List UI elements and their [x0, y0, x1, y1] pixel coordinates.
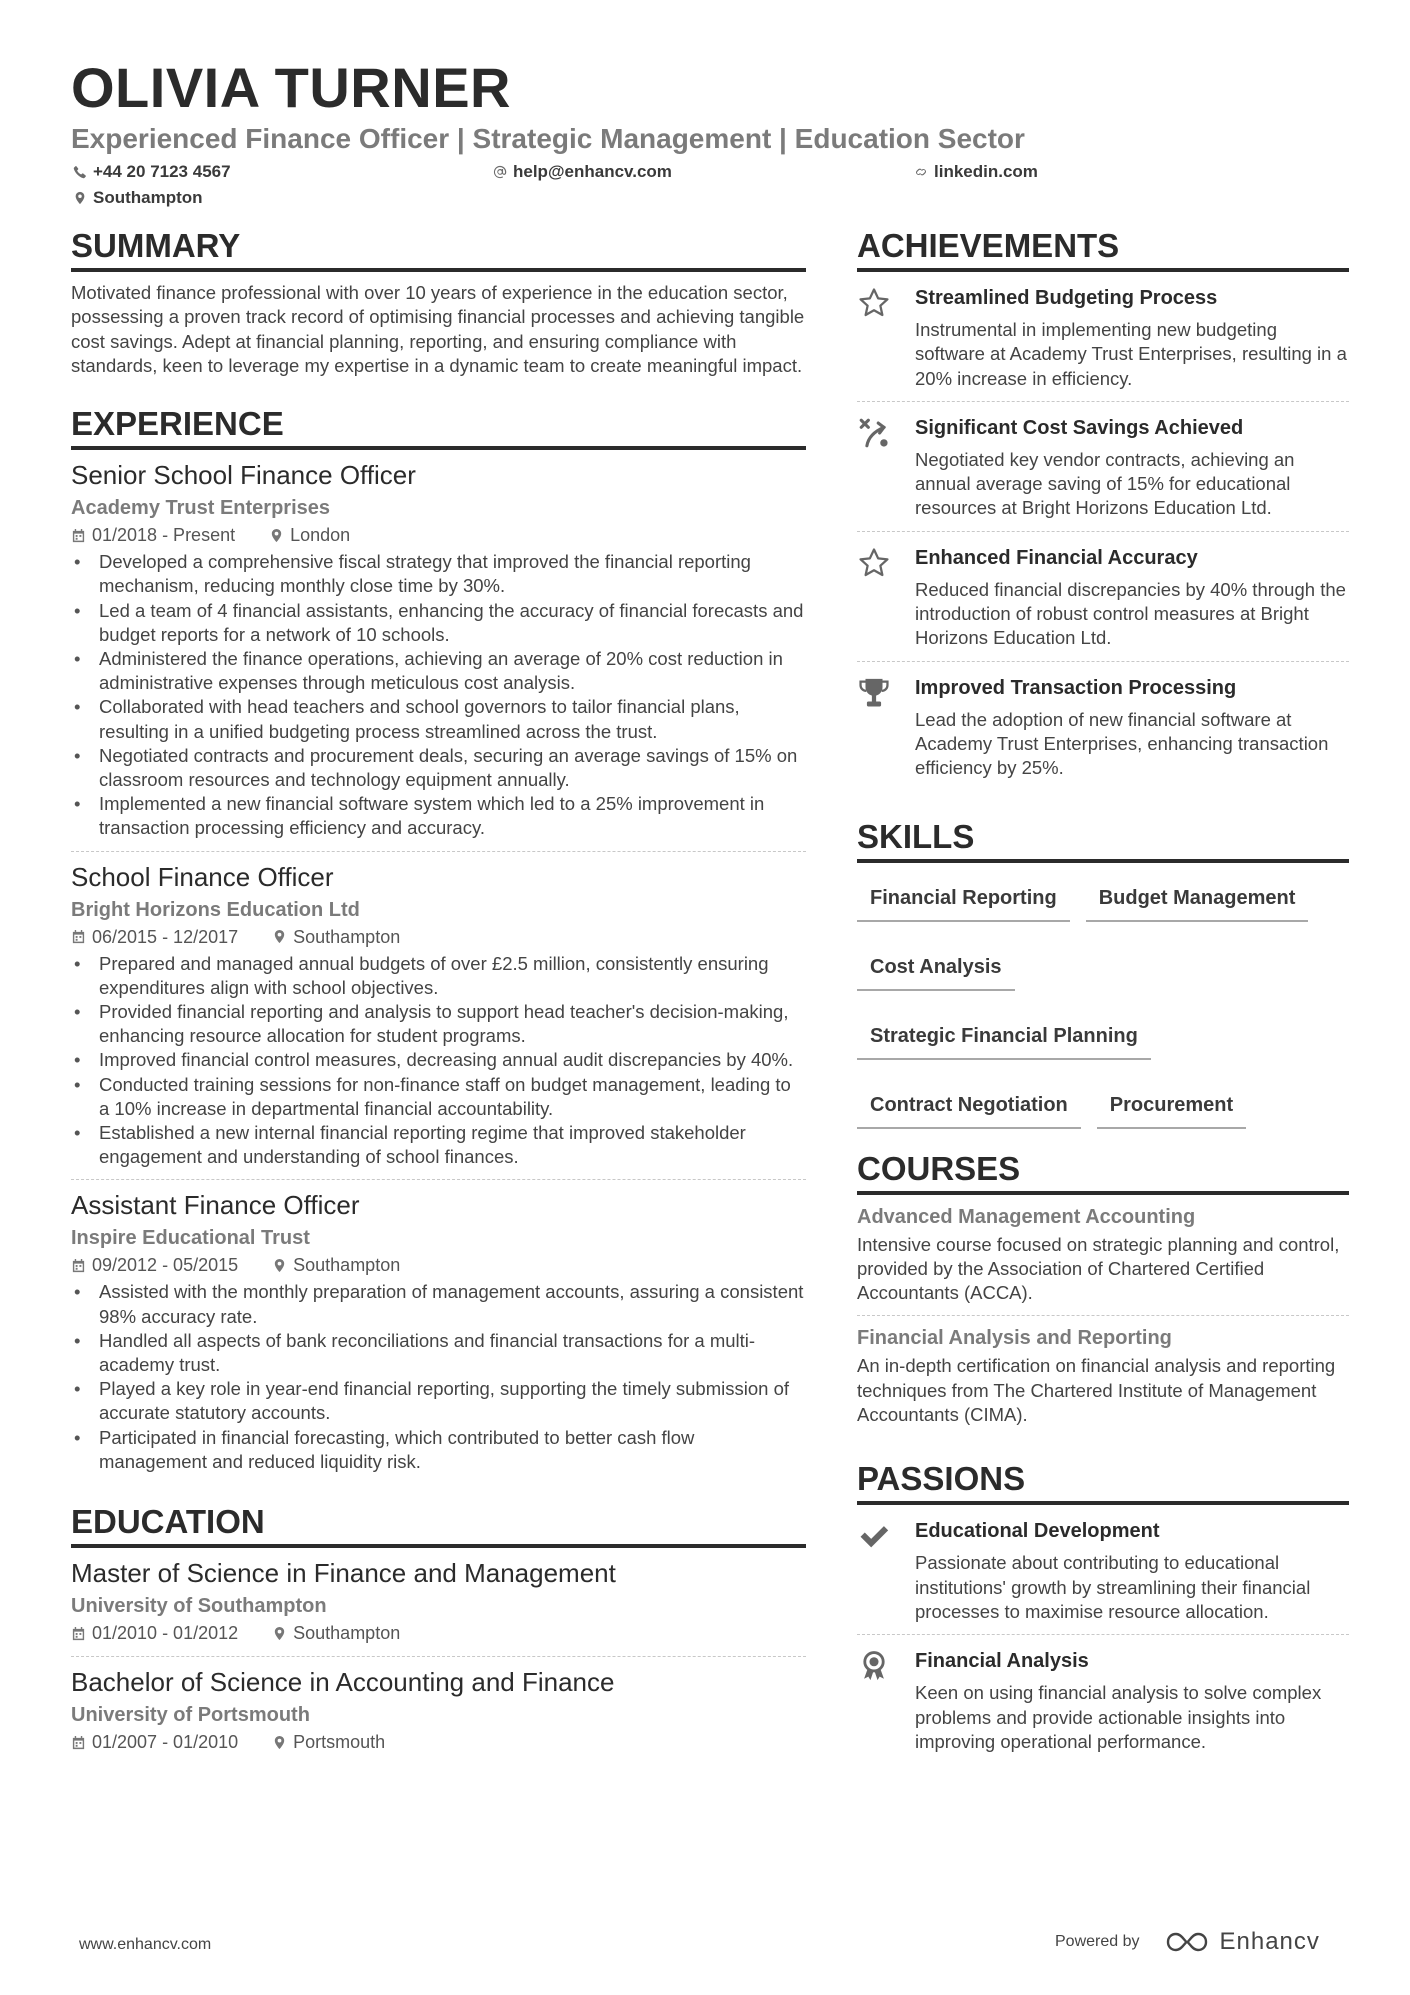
job-bullets: [71, 550, 806, 840]
education-meta: [71, 1729, 806, 1755]
summary-heading: SUMMARY: [71, 226, 806, 272]
job-bullets: [71, 952, 806, 1170]
job-title: Senior School Finance Officer: [71, 460, 416, 491]
bullet-item: • Prepared and managed annual budgets of over £2.5 million, consistently ensuring expenditures align with school objectives.: [71, 952, 806, 1000]
location-pin-icon: [272, 1735, 287, 1750]
job-meta: [71, 924, 806, 950]
skills-list: [857, 863, 1349, 1129]
check-icon: [857, 1519, 891, 1553]
courses-section: [857, 1149, 1349, 1438]
location-pin-icon: [269, 528, 284, 543]
bullet-item: • Assisted with the monthly preparation of management accounts, assuring a consistent 98% accuracy rate.: [71, 1280, 806, 1328]
school-name: University of Southampton: [71, 1595, 327, 1618]
right-column: [857, 226, 1349, 1790]
summary-section: [71, 226, 806, 378]
bullet-item: • Administered the finance operations, achieving an average of 20% cost reduction in administrative expenses through meticulous cost analysis.: [71, 647, 806, 695]
bullet-item: • Played a key role in year-end financial reporting, supporting the timely submission of accurate statutory accounts.: [71, 1377, 806, 1425]
enhancv-logo-icon: [1164, 1930, 1210, 1954]
job-dates: 06/2015 - 12/2017: [92, 926, 239, 947]
skill-tag: Budget Management: [1086, 881, 1309, 922]
star-icon: [857, 546, 891, 580]
powered-by-text: Powered by: [1055, 1933, 1140, 1950]
skills-heading: SKILLS: [857, 817, 1349, 863]
course-item: [857, 1195, 1349, 1317]
star-icon: [857, 286, 891, 320]
bullet-item: • Collaborated with head teachers and school governors to tailor financial plans, resulting in a unified budgeting process streamlined across the trust.: [71, 695, 806, 743]
education-dates: 01/2007 - 01/2010: [92, 1732, 239, 1753]
email-text[interactable]: help@enhancv.com: [513, 162, 672, 181]
candidate-name: OLIVIA TURNER: [71, 56, 511, 119]
brand-name: Enhancv: [1219, 1928, 1320, 1955]
company-name: Bright Horizons Education Ltd: [71, 898, 360, 921]
passion-title: Financial Analysis: [915, 1650, 1089, 1673]
location-text: Southampton: [93, 188, 203, 207]
passion-title: Educational Development: [915, 1520, 1160, 1543]
achievement-item: [857, 272, 1349, 402]
calendar-icon: [71, 1626, 86, 1641]
calendar-icon: [71, 929, 86, 944]
achievement-desc: Reduced financial discrepancies by 40% through the introduction of robust control measures at Bright Horizons Education Ltd.: [915, 578, 1346, 649]
course-desc: An in-depth certification on financial analysis and reporting techniques from The Chartered Institute of Management Accountants (CIMA).: [857, 1355, 1336, 1426]
candidate-headline: Experienced Finance Officer | Strategic Management | Education Sector: [71, 123, 1025, 154]
contact-phone: [73, 160, 231, 184]
page-footer: [0, 1928, 1410, 1968]
phone-icon: [73, 165, 87, 179]
contact-email: [493, 160, 672, 184]
course-title: Advanced Management Accounting: [857, 1205, 1196, 1228]
experience-entry: [71, 1180, 806, 1484]
at-icon: [493, 165, 507, 179]
bullet-item: • Negotiated contracts and procurement deals, securing an average savings of 15% on classroom resources and technology equipment annually.: [71, 744, 806, 792]
skill-tag: Procurement: [1097, 1088, 1246, 1129]
resume-header: [71, 56, 1351, 216]
brand-logo[interactable]: [1164, 1928, 1320, 1956]
achievement-item: [857, 662, 1349, 791]
experience-entry: [71, 450, 806, 851]
education-entry: [71, 1657, 806, 1765]
achievement-desc: Lead the adoption of new financial software at Academy Trust Enterprises, enhancing transaction efficiency by 25%.: [915, 708, 1329, 779]
achievements-section: [857, 226, 1349, 791]
job-location: Southampton: [293, 1255, 401, 1276]
contact-info: [71, 160, 1351, 216]
achievement-title: Significant Cost Savings Achieved: [915, 416, 1244, 439]
education-meta: [71, 1620, 806, 1646]
experience-entry: [71, 852, 806, 1181]
achievement-item: [857, 532, 1349, 662]
medal-icon: [857, 1649, 891, 1683]
skills-section: [857, 817, 1349, 1129]
bullet-item: • Led a team of 4 financial assistants, enhancing the accuracy of financial forecasts and budget reports for a network of 10 schools.: [71, 599, 806, 647]
footer-website[interactable]: www.enhancv.com: [79, 1936, 212, 1953]
location-pin-icon: [73, 191, 87, 205]
achievement-item: [857, 402, 1349, 532]
skill-tag: Cost Analysis: [857, 950, 1015, 991]
passion-item: [857, 1505, 1349, 1635]
bullet-item: • Implemented a new financial software system which led to a 25% improvement in transaction processing efficiency and accuracy.: [71, 792, 806, 840]
location-pin-icon: [272, 1258, 287, 1273]
passions-heading: PASSIONS: [857, 1459, 1349, 1505]
skill-tag: Financial Reporting: [857, 881, 1070, 922]
experience-section: [71, 404, 806, 1484]
phone-text[interactable]: +44 20 7123 4567: [93, 162, 231, 181]
strategy-icon: [857, 416, 891, 450]
achievement-title: Improved Transaction Processing: [915, 676, 1237, 699]
achievement-title: Streamlined Budgeting Process: [915, 287, 1218, 309]
job-location: London: [290, 525, 351, 546]
achievement-desc: Negotiated key vendor contracts, achieving an annual average saving of 15% for educational resources at Bright Horizons Education Ltd.: [915, 448, 1295, 519]
location-pin-icon: [272, 929, 287, 944]
degree-title: Master of Science in Finance and Management: [71, 1558, 616, 1589]
job-title: Assistant Finance Officer: [71, 1190, 360, 1221]
passion-desc: Passionate about contributing to educational institutions' growth by streamlining their financial processes to maximise resource allocation.: [915, 1552, 1311, 1622]
education-heading: EDUCATION: [71, 1502, 806, 1548]
passion-desc: Keen on using financial analysis to solve complex problems and provide actionable insights into improving operational performance.: [915, 1682, 1322, 1752]
calendar-icon: [71, 1735, 86, 1750]
skill-tag: Strategic Financial Planning: [857, 1019, 1151, 1060]
course-title: Financial Analysis and Reporting: [857, 1327, 1172, 1350]
bullet-item: • Conducted training sessions for non-finance staff on budget management, leading to a 10% increase in departmental financial accountability.: [71, 1073, 806, 1121]
job-title: School Finance Officer: [71, 861, 334, 892]
achievements-heading: ACHIEVEMENTS: [857, 226, 1349, 272]
degree-title: Bachelor of Science in Accounting and Finance: [71, 1667, 615, 1698]
contact-location: [73, 186, 203, 210]
left-column: [71, 226, 806, 1791]
course-item: [857, 1316, 1349, 1437]
experience-heading: EXPERIENCE: [71, 404, 806, 450]
education-location: Southampton: [293, 1623, 401, 1644]
education-dates: 01/2010 - 01/2012: [92, 1623, 239, 1644]
job-dates: 01/2018 - Present: [92, 525, 236, 546]
courses-heading: COURSES: [857, 1149, 1349, 1195]
company-name: Academy Trust Enterprises: [71, 497, 330, 520]
bullet-item: • Participated in financial forecasting, which contributed to better cash flow management and reduced liquidity risk.: [71, 1426, 806, 1474]
passion-item: [857, 1635, 1349, 1764]
education-entry: [71, 1548, 806, 1657]
bullet-item: • Handled all aspects of bank reconciliations and financial transactions for a multi-academy trust.: [71, 1329, 806, 1377]
link-icon: [914, 165, 928, 179]
calendar-icon: [71, 528, 86, 543]
job-meta: [71, 522, 806, 548]
course-desc: Intensive course focused on strategic planning and control, provided by the Association of Chartered Certified Accountants (ACCA).: [857, 1233, 1340, 1304]
footer-branding: [1055, 1928, 1320, 1956]
education-location: Portsmouth: [293, 1732, 386, 1753]
achievement-title: Enhanced Financial Accuracy: [915, 546, 1198, 569]
job-dates: 09/2012 - 05/2015: [92, 1255, 239, 1276]
school-name: University of Portsmouth: [71, 1704, 310, 1727]
skill-tag: Contract Negotiation: [857, 1088, 1081, 1129]
bullet-item: • Developed a comprehensive fiscal strategy that improved the financial reporting mechanism, reducing monthly close time by 30%.: [71, 550, 806, 598]
job-bullets: [71, 1280, 806, 1474]
contact-linkedin: [914, 160, 1038, 184]
calendar-icon: [71, 1258, 86, 1273]
achievement-desc: Instrumental in implementing new budgeting software at Academy Trust Enterprises, resulting in a 20% increase in efficiency.: [915, 319, 1347, 389]
job-location: Southampton: [293, 926, 401, 947]
job-meta: [71, 1252, 806, 1278]
location-pin-icon: [272, 1626, 287, 1641]
linkedin-text[interactable]: linkedin.com: [934, 162, 1038, 181]
bullet-item: • Provided financial reporting and analysis to support head teacher's decision-making, enhancing resource allocation for student programs.: [71, 1000, 806, 1048]
passions-section: [857, 1459, 1349, 1764]
bullet-item: • Improved financial control measures, decreasing annual audit discrepancies by 40%.: [71, 1048, 806, 1072]
bullet-item: • Established a new internal financial reporting regime that improved stakeholder engagement and understanding of school finances.: [71, 1121, 806, 1169]
summary-text: Motivated finance professional with over 10 years of experience in the education sector, possessing a proven track record of optimising financial processes and achieving tangible cost savings. Adept at financial planning, reporting, and ensuring compliance with standards, keen to leverage my expertise in a dynamic team to create meaningful impact.: [71, 282, 805, 376]
trophy-icon: [857, 676, 891, 710]
education-section: [71, 1502, 806, 1765]
company-name: Inspire Educational Trust: [71, 1227, 310, 1250]
